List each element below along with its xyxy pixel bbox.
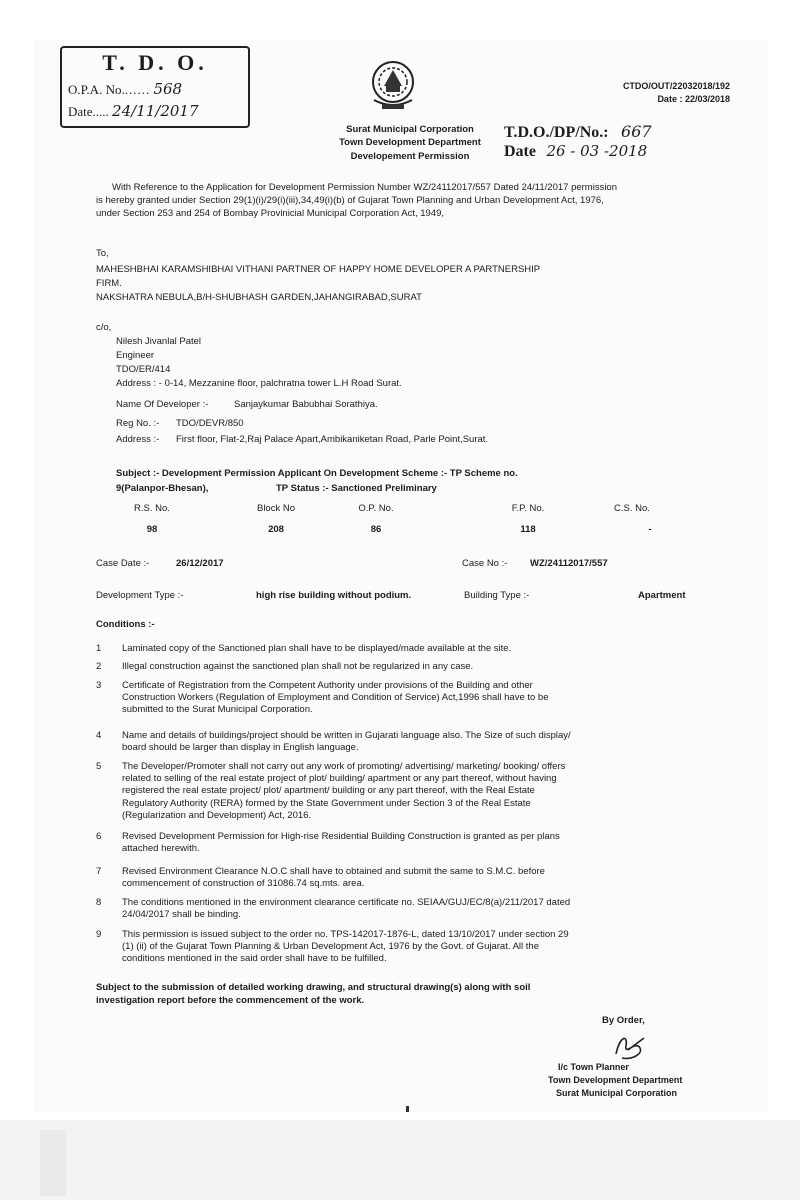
recipient-name-1: MAHESHBHAI KARAMSHIBHAI VITHANI PARTNER OF HAPPY HOME DEVELOPER A PARTNERSHIP bbox=[96, 264, 541, 275]
conditions-title: Conditions :- bbox=[96, 619, 155, 630]
subject-line-1: Subject :- Development Permission Applicant On Development Scheme :- TP Scheme no. bbox=[116, 468, 518, 479]
table-header-fp: F.P. No. bbox=[511, 503, 545, 514]
condition-text-line: The conditions mentioned in the environment clearance certificate no. SEIAA/GUJ/EC/8(a)/211/2017 dated bbox=[122, 897, 571, 908]
smc-emblem-icon bbox=[368, 56, 418, 116]
dev-address-label: Address :- bbox=[116, 434, 160, 445]
table-value-rs: 98 bbox=[146, 524, 158, 535]
table-value-fp: 118 bbox=[520, 524, 536, 535]
condition-text-line: registered the real estate project/ plot/ apartment/ building or any part thereof, with the Real Estate bbox=[122, 785, 535, 797]
condition-number: 1 bbox=[96, 643, 102, 654]
recipient-name-2: FIRM. bbox=[96, 278, 122, 289]
condition-number: 9 bbox=[96, 929, 102, 940]
scan-dot bbox=[406, 1106, 409, 1112]
condition-number: 6 bbox=[96, 831, 102, 842]
footer-note-1: Subject to the submission of detailed working drawing, and structural drawing(s) along with soil bbox=[96, 982, 531, 993]
stamp-opa-label: O.P.A. No. bbox=[68, 82, 125, 97]
table-value-block: 208 bbox=[268, 524, 284, 535]
co-label: c/o, bbox=[96, 322, 112, 333]
condition-text-line: This permission is issued subject to the order no. TPS-142017-1876-L, dated 13/10/2017 under section 29 bbox=[122, 929, 569, 940]
intro-line-1: With Reference to the Application for Development Permission Number WZ/24112017/557 Dated 24/11/2017 permission bbox=[112, 182, 618, 193]
subject-tp-scheme: 9(Palanpor-Bhesan), bbox=[116, 483, 209, 494]
table-header-op: O.P. No. bbox=[358, 503, 394, 514]
stamp-title: T. D. O. bbox=[102, 50, 208, 75]
subject-tp-status: TP Status :- Sanctioned Preliminary bbox=[276, 483, 437, 494]
signatory-org: Surat Municipal Corporation bbox=[556, 1088, 678, 1098]
table-value-op: 86 bbox=[370, 524, 382, 535]
condition-text-line: submitted to the Surat Municipal Corporation. bbox=[122, 704, 313, 716]
reg-value: TDO/DEVR/850 bbox=[176, 418, 244, 429]
table-header-cs: C.S. No. bbox=[614, 503, 650, 514]
condition-text-line: Regulatory Authority (RERA) formed by the State Government under Section 3 of the Real Estate bbox=[122, 797, 531, 809]
condition-text-line: related to selling of the real estate project of plot/ building/ apartment or any part thereof, without having bbox=[122, 773, 557, 785]
case-date-label: Case Date :- bbox=[96, 558, 150, 569]
tdo-stamp bbox=[60, 46, 250, 128]
stamp-opa-value: 568 bbox=[153, 80, 183, 98]
developer-label: Name Of Developer :- bbox=[116, 399, 209, 410]
intro-line-2: is hereby granted under Section 29(1)(i)/29(i)(iii),34,49(i)(b) of Gujarat Town Planning and Urban Development Act, 1976, bbox=[96, 195, 604, 206]
developer-name: Sanjaykumar Babubhai Sorathiya. bbox=[234, 399, 378, 410]
condition-number: 3 bbox=[96, 680, 102, 691]
stamp-date-value: 24/11/2017 bbox=[112, 102, 199, 120]
recipient-address: NAKSHATRA NEBULA,B/H-SHUBHASH GARDEN,JAHANGIRABAD,SURAT bbox=[96, 292, 422, 303]
condition-text-line: board should be larger than display in English language. bbox=[122, 742, 359, 754]
condition-text-line: 24/04/2017 shall be binding. bbox=[122, 909, 241, 921]
out-date: Date : 22/03/2018 bbox=[657, 94, 730, 104]
condition-text-line: commencement of construction of 31086.74 sq.mts. area. bbox=[122, 878, 365, 890]
intro-line-3: under Section 253 and 254 of Bombay Provinicial Municipal Corporation Act, 1949, bbox=[96, 208, 445, 219]
condition-text-line: (1) (ii) of the Gujarat Town Planning & Urban Development Act, 1976 by the Govt. of Gujarat. All the bbox=[122, 941, 539, 953]
out-reference: CTDO/OUT/22032018/192 bbox=[622, 81, 730, 91]
org-name: Surat Municipal Corporation bbox=[346, 124, 474, 135]
condition-text-line: Revised Development Permission for High-rise Residential Building Construction is granted as per plans bbox=[122, 831, 560, 842]
condition-number: 4 bbox=[96, 730, 102, 741]
scan-artifact bbox=[40, 1130, 66, 1196]
condition-text-line: Certificate of Registration from the Competent Authority under provisions of the Building and other bbox=[122, 680, 533, 691]
engineer-role: Engineer bbox=[116, 350, 155, 361]
engineer-name: Nilesh Jivanlal Patel bbox=[116, 336, 202, 347]
to-label: To, bbox=[96, 248, 109, 259]
tdo-dp-date-value: 26 - 03 -2018 bbox=[546, 142, 648, 160]
building-type-value: Apartment bbox=[638, 590, 686, 601]
reg-label: Reg No. :- bbox=[116, 418, 160, 429]
org-department: Town Development Department bbox=[339, 137, 481, 148]
stamp-opa-row: O.P.A. No....... 568 bbox=[68, 80, 183, 98]
tdo-dp-value: 667 bbox=[621, 122, 652, 141]
condition-number: 8 bbox=[96, 897, 102, 908]
condition-text-line: Construction Workers (Regulation of Employment and Condition of Service) Act,1996 shall have to be bbox=[122, 692, 549, 704]
tdo-dp-date bbox=[504, 142, 764, 161]
table-header-rs: R.S. No. bbox=[134, 503, 170, 514]
condition-text-line: Revised Environment Clearance N.O.C shall have to obtained and submit the same to S.M.C. before bbox=[122, 866, 545, 877]
dev-type-value: high rise building without podium. bbox=[256, 590, 412, 601]
building-type-label: Building Type :- bbox=[464, 590, 530, 601]
footer-note-2: investigation report before the commencement of the work. bbox=[96, 995, 365, 1006]
stamp-date-label: Date bbox=[68, 104, 93, 119]
dev-type-label: Development Type :- bbox=[96, 590, 184, 601]
condition-text-line: conditions mentioned in the said order shall have to be fulfilled. bbox=[122, 953, 387, 965]
scan-background bbox=[0, 1120, 800, 1200]
tdo-dp-date-label: Date bbox=[504, 143, 536, 160]
case-no-label: Case No :- bbox=[462, 558, 508, 569]
signatory-title: I/c Town Planner bbox=[558, 1062, 629, 1072]
by-order: By Order, bbox=[602, 1015, 645, 1026]
case-date-value: 26/12/2017 bbox=[176, 558, 224, 569]
condition-text-line: attached herewith. bbox=[122, 843, 200, 855]
condition-text-line: Name and details of buildings/project should be written in Gujarati language also. The Size of such display/ bbox=[122, 730, 571, 741]
condition-number: 2 bbox=[96, 661, 102, 672]
signatory-dept: Town Development Department bbox=[548, 1075, 683, 1085]
condition-number: 5 bbox=[96, 761, 102, 772]
condition-number: 7 bbox=[96, 866, 102, 877]
dev-address-value: First floor, Flat-2,Raj Palace Apart,Ambikaniketan Road, Parle Point,Surat. bbox=[176, 434, 489, 445]
stamp-date-row: Date..... 24/11/2017 bbox=[68, 102, 199, 120]
condition-text-line: Laminated copy of the Sanctioned plan shall have to be displayed/made available at the site. bbox=[122, 643, 512, 654]
tdo-dp-number bbox=[504, 122, 764, 142]
table-value-cs: - bbox=[648, 524, 652, 535]
condition-text-line: The Developer/Promoter shall not carry out any work of promoting/ advertising/ marketing/ booking/ offers bbox=[122, 761, 566, 772]
case-no-value: WZ/24112017/557 bbox=[530, 558, 608, 569]
tdo-dp-label: T.D.O./DP/No.: bbox=[504, 124, 609, 141]
condition-text-line: (Regularization and Development) Act, 2016. bbox=[122, 809, 312, 821]
table-header-block: Block No bbox=[256, 503, 295, 514]
condition-text-line: Illegal construction against the sanctioned plan shall not be regularized in any case. bbox=[122, 661, 474, 672]
engineer-reg: TDO/ER/414 bbox=[116, 364, 171, 375]
org-doc-type: Developement Permission bbox=[350, 151, 470, 162]
engineer-address: Address : - 0-14, Mezzanine floor, palchratna tower L.H Road Surat. bbox=[116, 378, 402, 389]
